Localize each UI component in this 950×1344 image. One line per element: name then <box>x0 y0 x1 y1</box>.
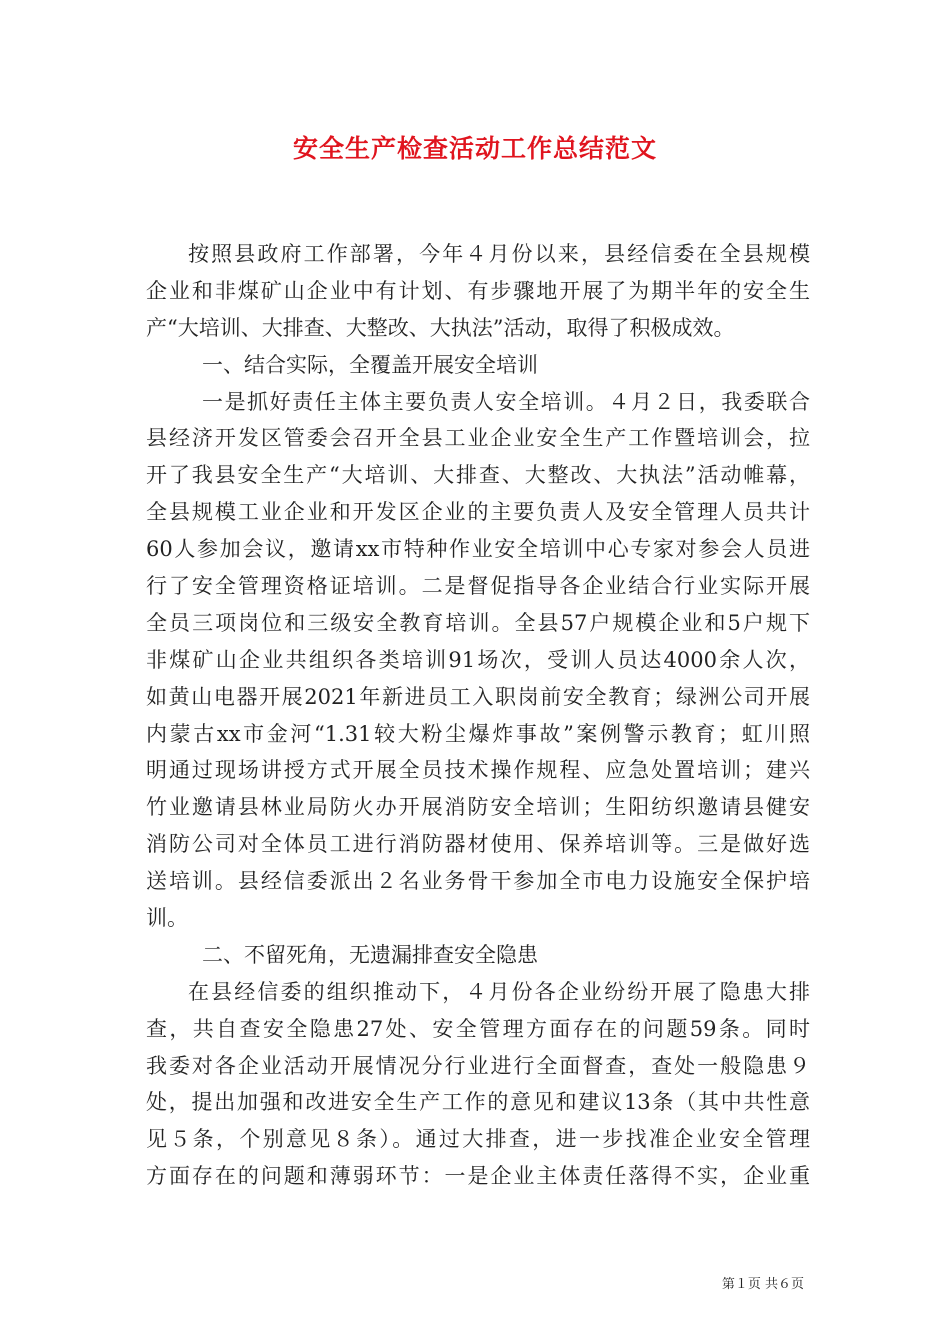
paragraph-line: 送培训。县经信委派出２名业务骨干参加全市电力设施安全保护培 <box>146 869 810 894</box>
paragraph-line: 行了安全管理资格证培训。二是督促指导各企业结合行业实际开展 <box>146 574 810 599</box>
paragraph-line: 按照县政府工作部署，今年４月份以来，县经信委在全县规模 <box>188 242 810 266</box>
paragraph-line: 明通过现场讲授方式开展全员技术操作规程、应急处置培训；建兴 <box>146 758 810 783</box>
paragraph-line: 全员三项岗位和三级安全教育培训。全县57户规模企业和5户规下 <box>146 610 810 635</box>
page-number: 第１页 共６页 <box>721 1277 804 1292</box>
paragraph-line: 竹业邀请县林业局防火办开展消防安全培训；生阳纺织邀请县健安 <box>146 795 810 820</box>
section-heading: 二、不留死角，无遗漏排查安全隐患 <box>202 942 538 967</box>
paragraph-line: 企业和非煤矿山企业中有计划、有步骤地开展了为期半年的安全生 <box>146 278 810 303</box>
paragraph-line: 在县经信委的组织推动下，４月份各企业纷纷开展了隐患大排 <box>188 979 810 1004</box>
document-title: 安全生产检查活动工作总结范文 <box>292 134 657 163</box>
paragraph-line: 开了我县安全生产“大培训、大排查、大整改、大执法”活动帷幕， <box>146 463 810 488</box>
paragraph-line: 内蒙古xx市金河“1.31较大粉尘爆炸事故”案例警示教育；虹川照 <box>146 721 810 746</box>
paragraph-line: 一是抓好责任主体主要负责人安全培训。４月２日，我委联合 <box>202 389 810 414</box>
paragraph-line: 方面存在的问题和薄弱环节：一是企业主体责任落得不实，企业重 <box>146 1164 810 1189</box>
paragraph-line: 见５条，个别意见８条）。通过大排查，进一步找准企业安全管理 <box>146 1127 810 1152</box>
paragraph-line: 我委对各企业活动开展情况分行业进行全面督查，查处一般隐患９ <box>146 1053 810 1078</box>
paragraph-line: 全县规模工业企业和开发区企业的主要负责人及安全管理人员共计 <box>146 500 810 525</box>
paragraph-line: 处，提出加强和改进安全生产工作的意见和建议13条（其中共性意 <box>146 1090 810 1115</box>
paragraph-line: 县经济开发区管委会召开全县工业企业安全生产工作暨培训会，拉 <box>146 426 810 451</box>
paragraph-line: 非煤矿山企业共组织各类培训91场次，受训人员达4000余人次， <box>146 647 810 672</box>
paragraph-line: 60人参加会议，邀请xx市特种作业安全培训中心专家对参会人员进 <box>146 537 810 562</box>
paragraph-line: 消防公司对全体员工进行消防器材使用、保养培训等。三是做好选 <box>146 832 810 857</box>
paragraph-line: 产“大培训、大排查、大整改、大执法”活动，取得了积极成效。 <box>146 315 735 340</box>
paragraph-line: 查，共自查安全隐患27处、安全管理方面存在的问题59条。同时 <box>146 1016 810 1041</box>
document-body <box>146 236 810 1195</box>
paragraph-line: 训。 <box>146 906 188 931</box>
paragraph-line: 如黄山电器开展2021年新进员工入职岗前安全教育；绿洲公司开展 <box>146 684 810 709</box>
section-heading: 一、结合实际，全覆盖开展安全培训 <box>202 352 538 377</box>
